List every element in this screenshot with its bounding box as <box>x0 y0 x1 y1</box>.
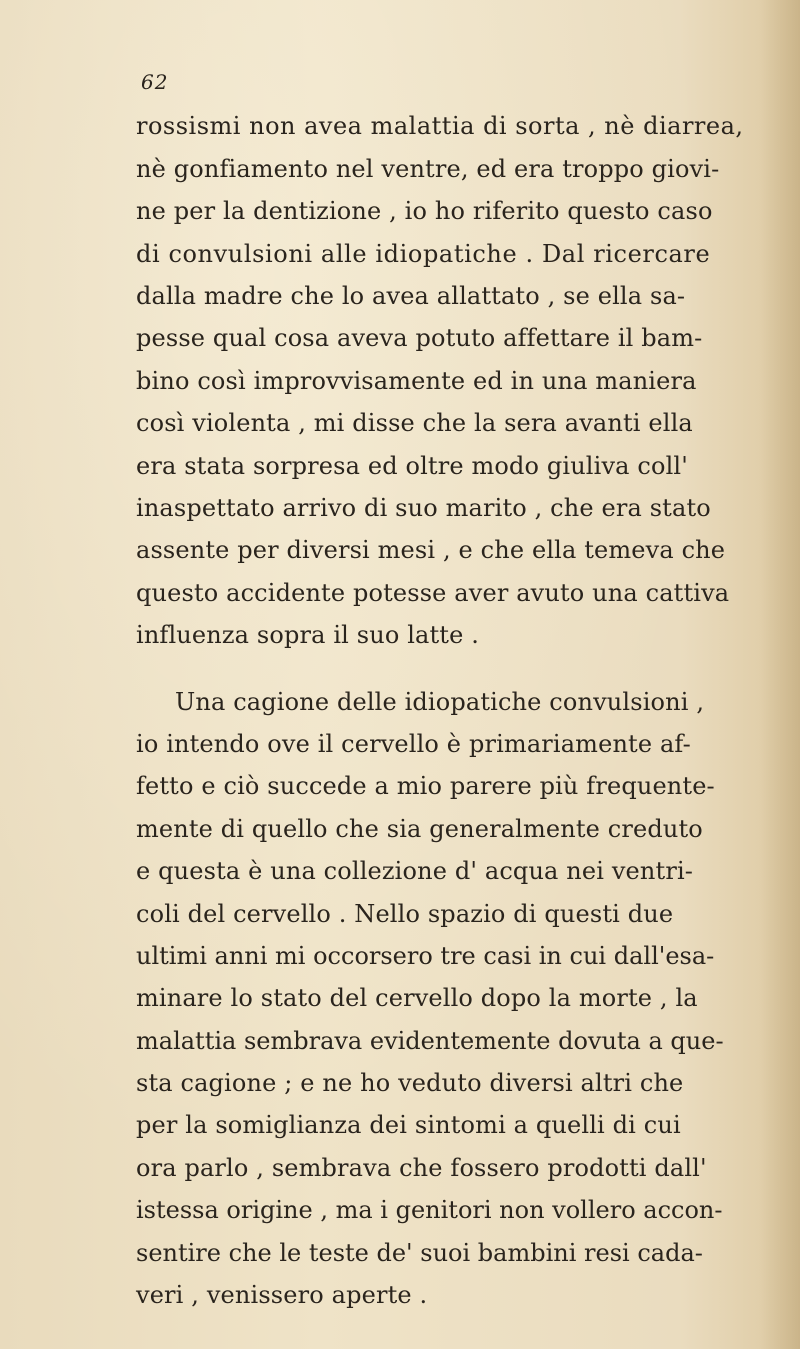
text-line: inaspettato arrivo di suo marito , che era stato <box>136 494 711 522</box>
text-line: pesse qual cosa aveva potuto affettare il bam- <box>136 324 703 352</box>
text-line: io intendo ove il cervello è primariamente af- <box>136 730 691 758</box>
text-line: sta cagione ; e ne ho veduto diversi altri che <box>136 1069 684 1097</box>
paragraph-first-line: Una cagione delle idiopatiche convulsioni , <box>175 688 705 716</box>
text-line: ora parlo , sembrava che fossero prodotti dall' <box>136 1154 707 1182</box>
text-line: coli del cervello . Nello spazio di questi due <box>136 900 674 928</box>
text-line: era stata sorpresa ed oltre modo giuliva coll' <box>136 452 688 480</box>
text-line: assente per diversi mesi , e che ella temeva che <box>136 536 726 564</box>
text-line: malattia sembrava evidentemente dovuta a que- <box>136 1027 724 1055</box>
page-number: 62 <box>141 70 169 94</box>
text-line: istessa origine , ma i genitori non vollero accon- <box>136 1196 723 1224</box>
text-line: per la somiglianza dei sintomi a quelli di cui <box>136 1111 681 1139</box>
text-line: veri , venissero aperte . <box>136 1281 428 1309</box>
text-line: influenza sopra il suo latte . <box>136 621 479 649</box>
text-line: ultimi anni mi occorsero tre casi in cui dall'esa- <box>136 942 715 970</box>
text-line: questo accidente potesse aver avuto una cattiva <box>136 579 730 607</box>
text-line: rossismi non avea malattia di sorta , nè diarrea, <box>136 112 744 140</box>
text-line: e questa è una collezione d' acqua nei ventri- <box>136 857 694 885</box>
text-line: dalla madre che lo avea allattato , se ella sa- <box>136 282 686 310</box>
text-line: ne per la dentizione , io ho riferito questo caso <box>136 197 713 225</box>
text-line: così violenta , mi disse che la sera avanti ella <box>136 409 693 437</box>
page-edge-shadow <box>760 0 800 1349</box>
text-line: minare lo stato del cervello dopo la morte , la <box>136 984 698 1012</box>
text-line: nè gonfiamento nel ventre, ed era troppo giovi- <box>136 155 720 183</box>
text-line: di convulsioni alle idiopatiche . Dal ricercare <box>136 240 711 268</box>
text-line: bino così improvvisamente ed in una maniera <box>136 367 697 395</box>
text-line: fetto e ciò succede a mio parere più frequente- <box>136 772 715 800</box>
text-line: sentire che le teste de' suoi bambini resi cada- <box>136 1239 703 1267</box>
text-line: mente di quello che sia generalmente creduto <box>136 815 703 843</box>
